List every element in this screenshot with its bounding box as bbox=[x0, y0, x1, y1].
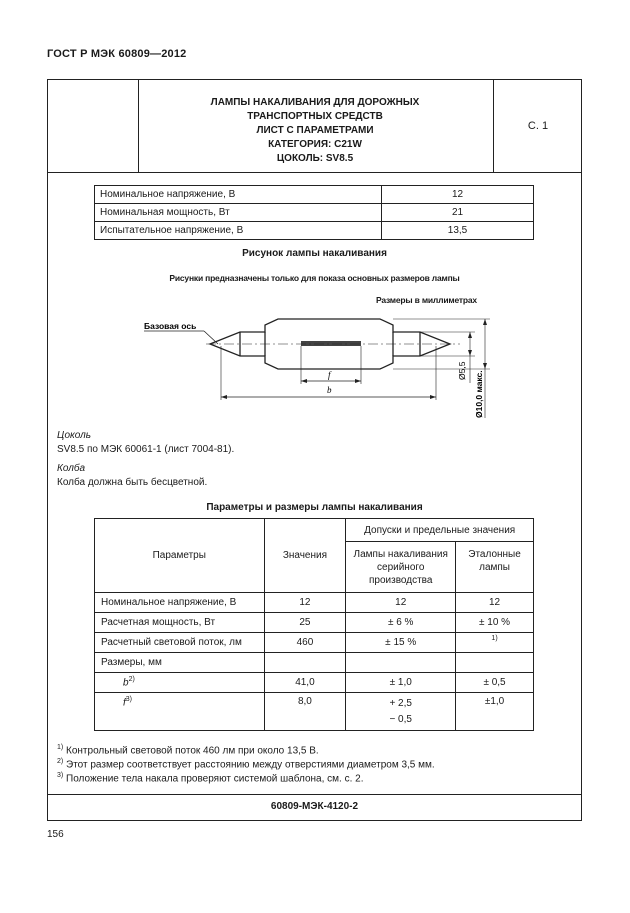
footer-divider bbox=[47, 794, 582, 795]
table-row: Номинальное напряжение, В 12 12 12 bbox=[95, 593, 534, 613]
table-row: Расчетный световой поток, лм 460 ± 15 % 1) bbox=[95, 633, 534, 653]
table-row: Расчетная мощность, Вт 25 ± 6 % ± 10 % bbox=[95, 613, 534, 633]
dimensions-note: Размеры в миллиметрах bbox=[376, 295, 477, 305]
bulb-text: Колба должна быть бесцветной. bbox=[57, 477, 208, 488]
table-header-row: Лампы накаливания серийного производства Эталонные лампы bbox=[95, 542, 534, 593]
dimension-b-label: b bbox=[327, 385, 332, 395]
page-number: 156 bbox=[47, 829, 64, 840]
standard-header: ГОСТ Р МЭК 60809—2012 bbox=[47, 48, 187, 60]
footnote: $^{2)}$ Этот размер соответствует расстоянию между отверстиями диаметром 3,5 мм. bbox=[57, 758, 435, 771]
dimension-d55-label: Ø5,5 bbox=[457, 361, 467, 380]
footer-code: 60809-МЭК-4120-2 bbox=[270, 801, 359, 812]
figure-note: Рисунки предназначены только для показа основных размеров лампы bbox=[169, 273, 460, 283]
footnote: $^{1)}$ Контрольный световой поток 460 лм при около 13,5 В. bbox=[57, 744, 319, 757]
table-row: Номинальное напряжение, В 12 bbox=[95, 186, 534, 204]
title-left-cell bbox=[47, 79, 139, 172]
dimension-d10-label: Ø10,0 макс. bbox=[474, 370, 484, 418]
reference-axis-label: Базовая ось bbox=[144, 321, 197, 331]
dimension-f-label: f bbox=[328, 370, 331, 380]
table-header-row: Параметры Значения Допуски и предельные значения bbox=[95, 519, 534, 542]
table-row: $b^{2)}$ 41,0 ± 1,0 ± 0,5 bbox=[95, 673, 534, 693]
lamp-drawing bbox=[130, 308, 500, 423]
figure-title: Рисунок лампы накаливания bbox=[242, 248, 387, 259]
sheet-number: С. 1 bbox=[527, 120, 549, 132]
table-row: $f^{3)}$ 8,0 + 2,5 − 0,5 ±1,0 bbox=[95, 693, 534, 731]
table-title: Параметры и размеры лампы накаливания bbox=[206, 502, 423, 513]
dimensions-table bbox=[94, 518, 534, 731]
cap-label: Цоколь bbox=[57, 430, 92, 441]
footnote: $^{3)}$ Положение тела накала проверяют системой шаблона, см. с. 2. bbox=[57, 772, 364, 785]
cap-text: SV8.5 по МЭК 60061-1 (лист 7004-81). bbox=[57, 444, 235, 455]
table-row: Номинальная мощность, Вт 21 bbox=[95, 204, 534, 222]
table-row: Размеры, мм bbox=[95, 653, 534, 673]
parameters-table bbox=[94, 185, 534, 240]
filament bbox=[301, 341, 361, 346]
bulb-label: Колба bbox=[57, 463, 86, 474]
sheet-title: ЛАМПЫ НАКАЛИВАНИЯ ДЛЯ ДОРОЖНЫХ ТРАНСПОРТНЫХ СРЕДСТВ ЛИСТ С ПАРАМЕТРАМИ КАТЕГОРИЯ: C21W ЦОКОЛЬ: SV8.5 bbox=[210, 97, 420, 164]
table-row: Испытательное напряжение, В 13,5 bbox=[95, 222, 534, 240]
